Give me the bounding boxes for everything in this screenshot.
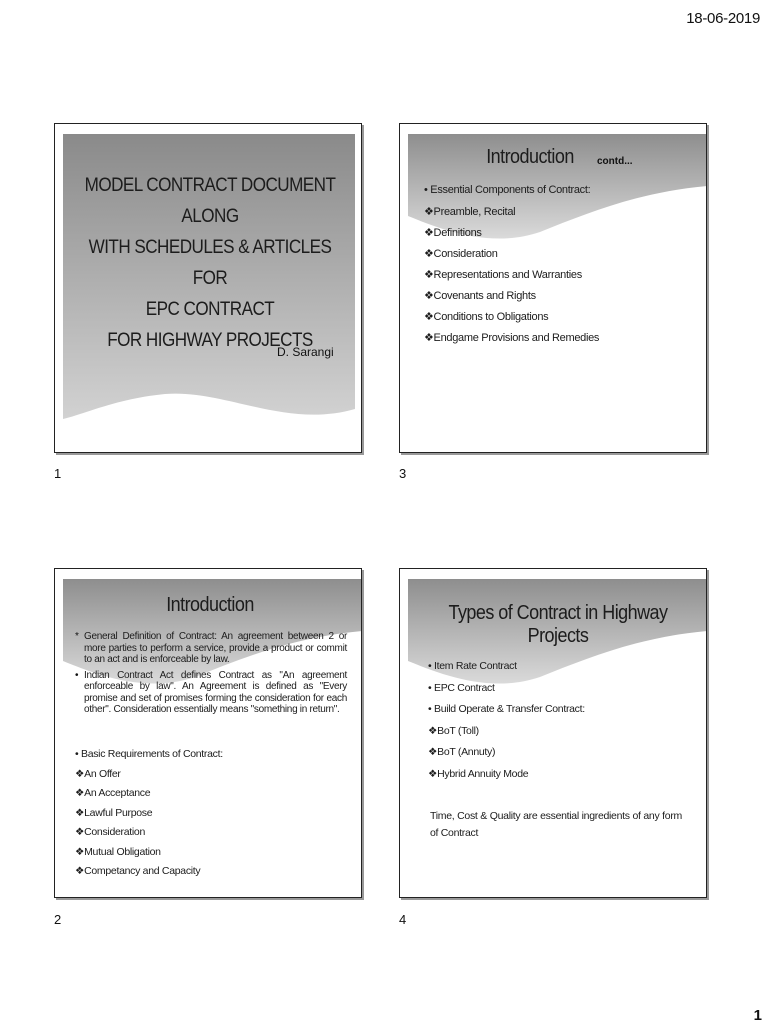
slide-3-bullet: • Essential Components of Contract: bbox=[424, 184, 591, 196]
list-item: • Item Rate Contract bbox=[428, 660, 517, 672]
slide-3-number: 3 bbox=[399, 466, 407, 481]
slide-2-list bbox=[75, 745, 223, 882]
title-line-4: FOR HIGHWAY PROJECTS bbox=[107, 330, 313, 351]
header-date: 18-06-2019 bbox=[686, 10, 760, 27]
slide-4-title: Types of Contract in Highway Projects bbox=[448, 602, 668, 647]
list-item: ❖Hybrid Annuity Mode bbox=[428, 767, 529, 780]
slide-1-number: 1 bbox=[54, 466, 62, 481]
list-item: ❖An Acceptance bbox=[75, 787, 151, 799]
list-item: ❖Representations and Warranties bbox=[424, 269, 582, 281]
slide-3-list bbox=[424, 180, 590, 201]
slide-4-note: Time, Cost & Quality are essential ingredients of any form of Contract bbox=[430, 810, 682, 839]
list-item: ❖An Offer bbox=[75, 767, 121, 780]
slide-3-title: Introduction bbox=[486, 146, 574, 168]
slide-3 bbox=[399, 123, 707, 453]
slide-1 bbox=[54, 123, 362, 453]
para-1-text: General Definition of Contract: An agreement between 2 or more parties to perform a service, provide a product or commit to an act and is enforceable by law. bbox=[84, 631, 347, 665]
slide-2-para-1 bbox=[75, 631, 347, 666]
list-item: ❖Mutual Obligation bbox=[75, 845, 161, 858]
title-line-3: EPC CONTRACT bbox=[145, 299, 275, 320]
slide-4-number: 4 bbox=[399, 912, 407, 927]
para-2-text: Indian Contract Act defines Contract as "An agreement enforceable by law". An Agreement is defined as "Every promise and set of promises forming the consideration for each other". Consideration essentially means "something in return". bbox=[84, 669, 347, 715]
list-item: ❖BoT (Toll) bbox=[428, 724, 479, 737]
slide-1-title bbox=[80, 170, 341, 356]
slide-2-number: 2 bbox=[54, 912, 62, 927]
asterisk-bullet-icon: * bbox=[75, 631, 79, 642]
list-item: • EPC Contract bbox=[428, 681, 495, 694]
slide-3-title-note: contd... bbox=[597, 156, 633, 167]
slide-1-author: D. Sarangi bbox=[277, 345, 334, 359]
list-item: ❖Conditions to Obligations bbox=[424, 311, 549, 323]
slide-2 bbox=[54, 568, 362, 898]
list-item: ❖Definitions bbox=[424, 227, 482, 239]
list-item: ❖Lawful Purpose bbox=[75, 806, 153, 819]
slide-3-items bbox=[424, 202, 599, 349]
list-item: ❖Preamble, Recital bbox=[424, 206, 516, 218]
list-item: • Build Operate & Transfer Contract: bbox=[428, 703, 585, 715]
title-line-1: MODEL CONTRACT DOCUMENT ALONG bbox=[84, 175, 336, 227]
slide-2-requirements-heading: • Basic Requirements of Contract: bbox=[75, 748, 223, 760]
list-item: ❖Competancy and Capacity bbox=[75, 865, 201, 877]
bullet-icon: • bbox=[75, 669, 79, 681]
slide-4-list bbox=[428, 656, 585, 785]
list-item: ❖Consideration bbox=[75, 826, 146, 838]
title-line-2: WITH SCHEDULES & ARTICLES FOR bbox=[88, 237, 332, 289]
slide-2-title: Introduction bbox=[166, 594, 254, 616]
list-item: ❖Endgame Provisions and Remedies bbox=[424, 332, 600, 344]
list-item: ❖BoT (Annuty) bbox=[428, 746, 496, 758]
slide-2-para-2 bbox=[75, 670, 347, 716]
list-item: ❖Consideration bbox=[424, 248, 498, 260]
page-number: 1 bbox=[753, 1007, 762, 1024]
slide-4 bbox=[399, 568, 707, 898]
slide-2-body bbox=[75, 631, 347, 716]
list-item: ❖Covenants and Rights bbox=[424, 290, 536, 302]
